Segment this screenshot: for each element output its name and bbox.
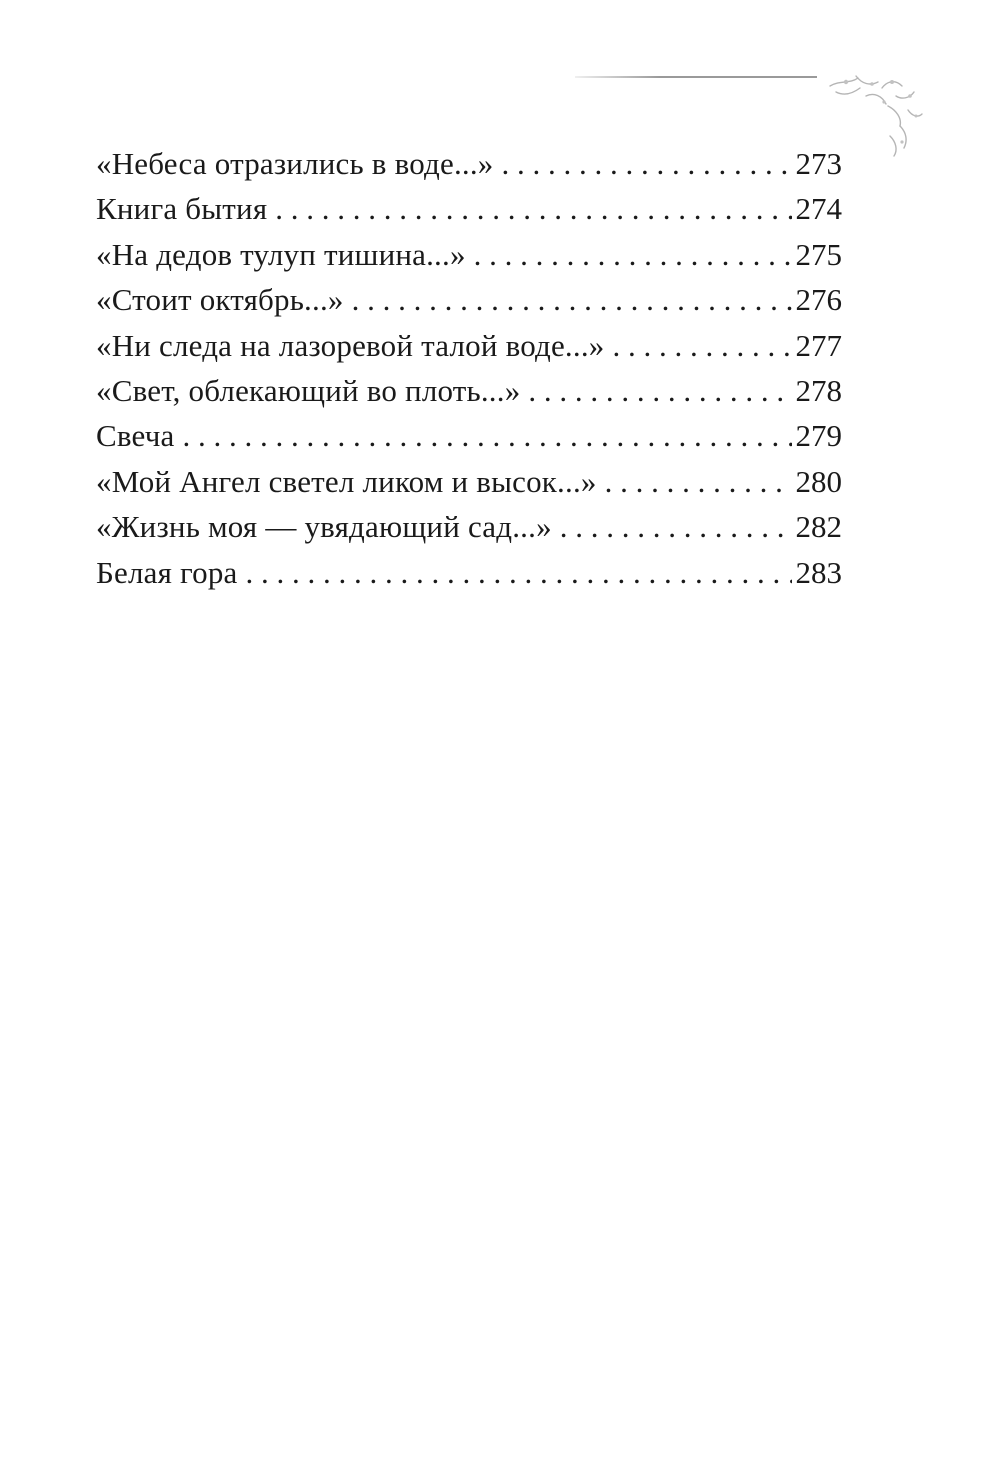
toc-entry-title: «Небеса отразились в воде...» [96, 146, 494, 181]
toc-entry-page-number: 282 [795, 509, 842, 545]
toc-entry-page-number: 283 [795, 554, 842, 590]
toc-entry [96, 141, 842, 186]
toc-entry-page-number: 274 [795, 191, 842, 227]
table-of-contents [96, 141, 842, 595]
toc-entry-page-number: 275 [795, 236, 842, 272]
toc-entry-title: «Свет, облекающий во плоть...» [96, 372, 521, 408]
toc-entry-page-number: 276 [795, 282, 842, 318]
toc-entry [96, 550, 842, 595]
dot-leader [605, 459, 792, 504]
toc-entry-page-number: 278 [795, 372, 842, 408]
toc-entry-title: «Мой Ангел светел ликом и высок...» [96, 463, 597, 499]
toc-entry [96, 368, 842, 413]
toc-entry-title: Белая гора [96, 554, 238, 590]
toc-entry-page-number: 280 [795, 463, 842, 499]
toc-entry-title: «Стоит октябрь...» [96, 282, 344, 318]
dot-leader [560, 504, 792, 549]
dot-leader [474, 232, 792, 277]
toc-entry-title: «На дедов тулуп тишина...» [96, 236, 466, 272]
toc-entry-title: «Ни следа на лазоревой талой воде...» [96, 327, 605, 363]
toc-entry-page-number: 277 [795, 327, 842, 363]
toc-entry [96, 232, 842, 277]
toc-entry [96, 277, 842, 322]
dot-leader [246, 550, 792, 595]
dot-leader [352, 277, 792, 322]
toc-entry [96, 413, 842, 458]
toc-entry-title: Свеча [96, 418, 175, 454]
toc-entry [96, 504, 842, 549]
toc-entry-page-number: 273 [795, 146, 842, 181]
dot-leader [528, 368, 791, 413]
toc-entry [96, 186, 842, 231]
header-rule [575, 76, 817, 78]
toc-entry-title: Книга бытия [96, 191, 268, 227]
toc-entry [96, 459, 842, 504]
dot-leader [502, 141, 792, 186]
toc-entry [96, 323, 842, 368]
toc-entry-page-number: 279 [795, 418, 842, 454]
dot-leader [613, 323, 792, 368]
dot-leader [275, 186, 791, 231]
dot-leader [182, 413, 791, 458]
toc-entry-title: «Жизнь моя — увядающий сад...» [96, 509, 552, 545]
